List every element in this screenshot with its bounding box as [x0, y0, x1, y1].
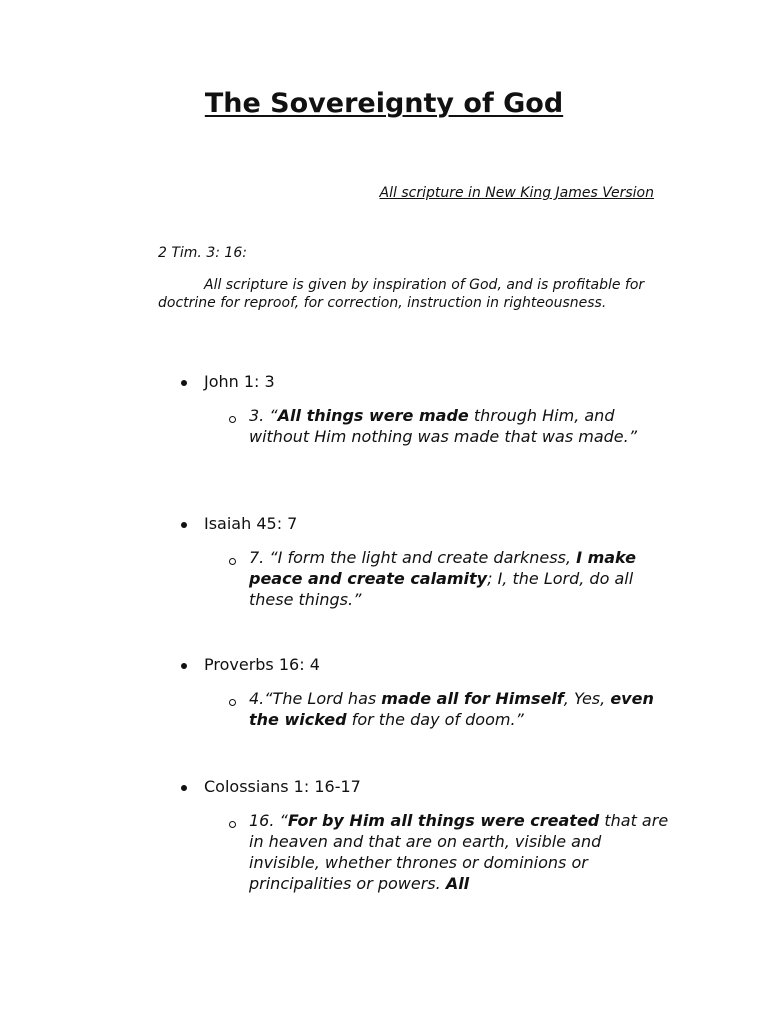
scripture-reference: Colossians 1: 16-17	[204, 777, 361, 796]
intro-reference: 2 Tim. 3: 16:	[158, 245, 247, 261]
verse-text: ; I, the Lord, do all these things.”	[249, 569, 634, 609]
scripture-verse	[249, 547, 669, 610]
verse-emphasis: I make peace and create calamity	[249, 548, 636, 588]
verse-text: 4.“The Lord has	[249, 689, 382, 708]
scripture-reference: Proverbs 16: 4	[204, 655, 320, 674]
scripture-reference: Isaiah 45: 7	[204, 514, 298, 533]
scripture-verse	[249, 405, 669, 447]
bullet-icon	[181, 522, 187, 528]
intro-verse: All scripture is given by inspiration of God, and is profitable for doctrine for reproof, for correction, instruction in righteousness.	[158, 277, 645, 311]
verse-text: , Yes,	[563, 689, 611, 708]
verse-emphasis: made all for Himself	[381, 689, 564, 708]
verse-emphasis: even the wicked	[249, 689, 654, 729]
verse-text: 16. “	[249, 811, 288, 830]
verse-text: through Him, and without Him nothing was made that was made.”	[249, 406, 637, 446]
sub-bullet-icon	[229, 558, 236, 565]
verse-emphasis: All things were made	[277, 406, 469, 425]
page-title: The Sovereignty of God	[204, 88, 564, 119]
version-note: All scripture in New King James Version	[379, 185, 654, 201]
bullet-icon	[181, 785, 187, 791]
verse-emphasis: All	[445, 874, 470, 893]
verse-text: 3. “	[249, 406, 278, 425]
sub-bullet-icon	[229, 821, 236, 828]
verse-text: 7. “I form the light and create darkness,	[249, 548, 577, 567]
sub-bullet-icon	[229, 699, 236, 706]
scripture-verse	[249, 688, 669, 730]
verse-text: that are in heaven and that are on earth, visible and invisible, whether thrones or dominions or principalities or powers.	[249, 811, 669, 893]
scripture-verse	[249, 810, 669, 894]
bullet-icon	[181, 663, 187, 669]
verse-emphasis: For by Him all things were created	[287, 811, 600, 830]
sub-bullet-icon	[229, 416, 236, 423]
bullet-icon	[181, 380, 187, 386]
verse-text: for the day of doom.”	[346, 710, 524, 729]
scripture-reference: John 1: 3	[204, 372, 275, 391]
